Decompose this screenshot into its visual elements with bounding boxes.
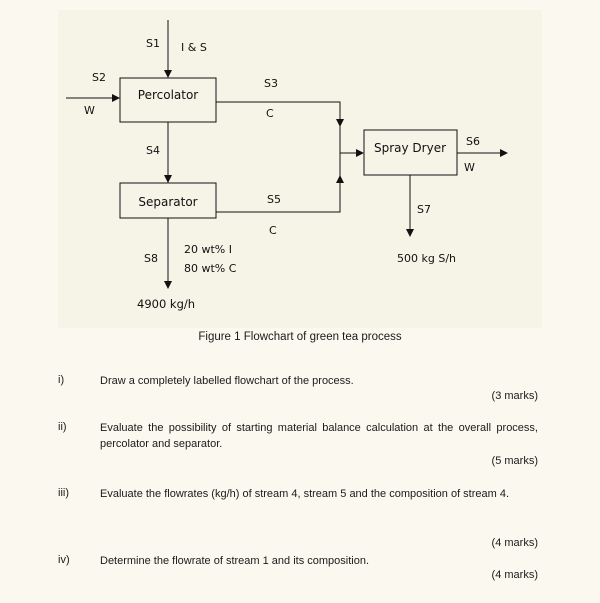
stream-s8-comp1: 20 wt% I [184, 243, 232, 256]
stream-s8-comp2: 80 wt% C [184, 262, 237, 275]
stream-s4-id: S4 [146, 144, 160, 157]
question-1-marks: (3 marks) [491, 390, 538, 402]
question-1-number: i) [58, 374, 65, 386]
stream-s5-content: C [269, 224, 277, 237]
separator-label: Separator [138, 195, 198, 209]
question-3-text: Evaluate the flowrates (kg/h) of stream 4, stream 5 and the composition of stream 4. [100, 488, 510, 500]
stream-s1-id: S1 [146, 37, 160, 50]
question-4-marks: (4 marks) [491, 569, 538, 581]
stream-s2-content: W [84, 104, 95, 117]
percolator-label: Percolator [137, 88, 199, 102]
question-2-marks: (5 marks) [491, 455, 538, 467]
question-2-number: ii) [58, 421, 67, 433]
stream-s6-id: S6 [466, 135, 480, 148]
question-2-text: Evaluate the possibility of starting material balance calculation at the overall process, percolator and separator. [100, 422, 538, 450]
question-3-number: iii) [58, 487, 69, 499]
stream-s3-id: S3 [264, 77, 278, 90]
stream-s8-id: S8 [144, 252, 158, 265]
question-1-text: Draw a completely labelled flowchart of the process. [100, 375, 354, 387]
stream-s3-line [216, 102, 340, 126]
stream-s2-id: S2 [92, 71, 106, 84]
question-3-marks: (4 marks) [491, 537, 538, 549]
question-4-number: iv) [58, 554, 70, 566]
stream-s1-content: I & S [181, 41, 207, 54]
spray-dryer-label: Spray Dryer [373, 141, 447, 155]
stream-s5-id: S5 [267, 193, 281, 206]
stream-s6-content: W [464, 161, 475, 174]
stream-s7-id: S7 [417, 203, 431, 216]
stream-s3-content: C [266, 107, 274, 120]
figure-caption: Figure 1 Flowchart of green tea process [198, 331, 402, 343]
stream-s8-flow: 4900 kg/h [137, 297, 196, 311]
stream-s7-content: 500 kg S/h [397, 252, 457, 265]
question-4-text: Determine the flowrate of stream 1 and its composition. [100, 555, 370, 567]
